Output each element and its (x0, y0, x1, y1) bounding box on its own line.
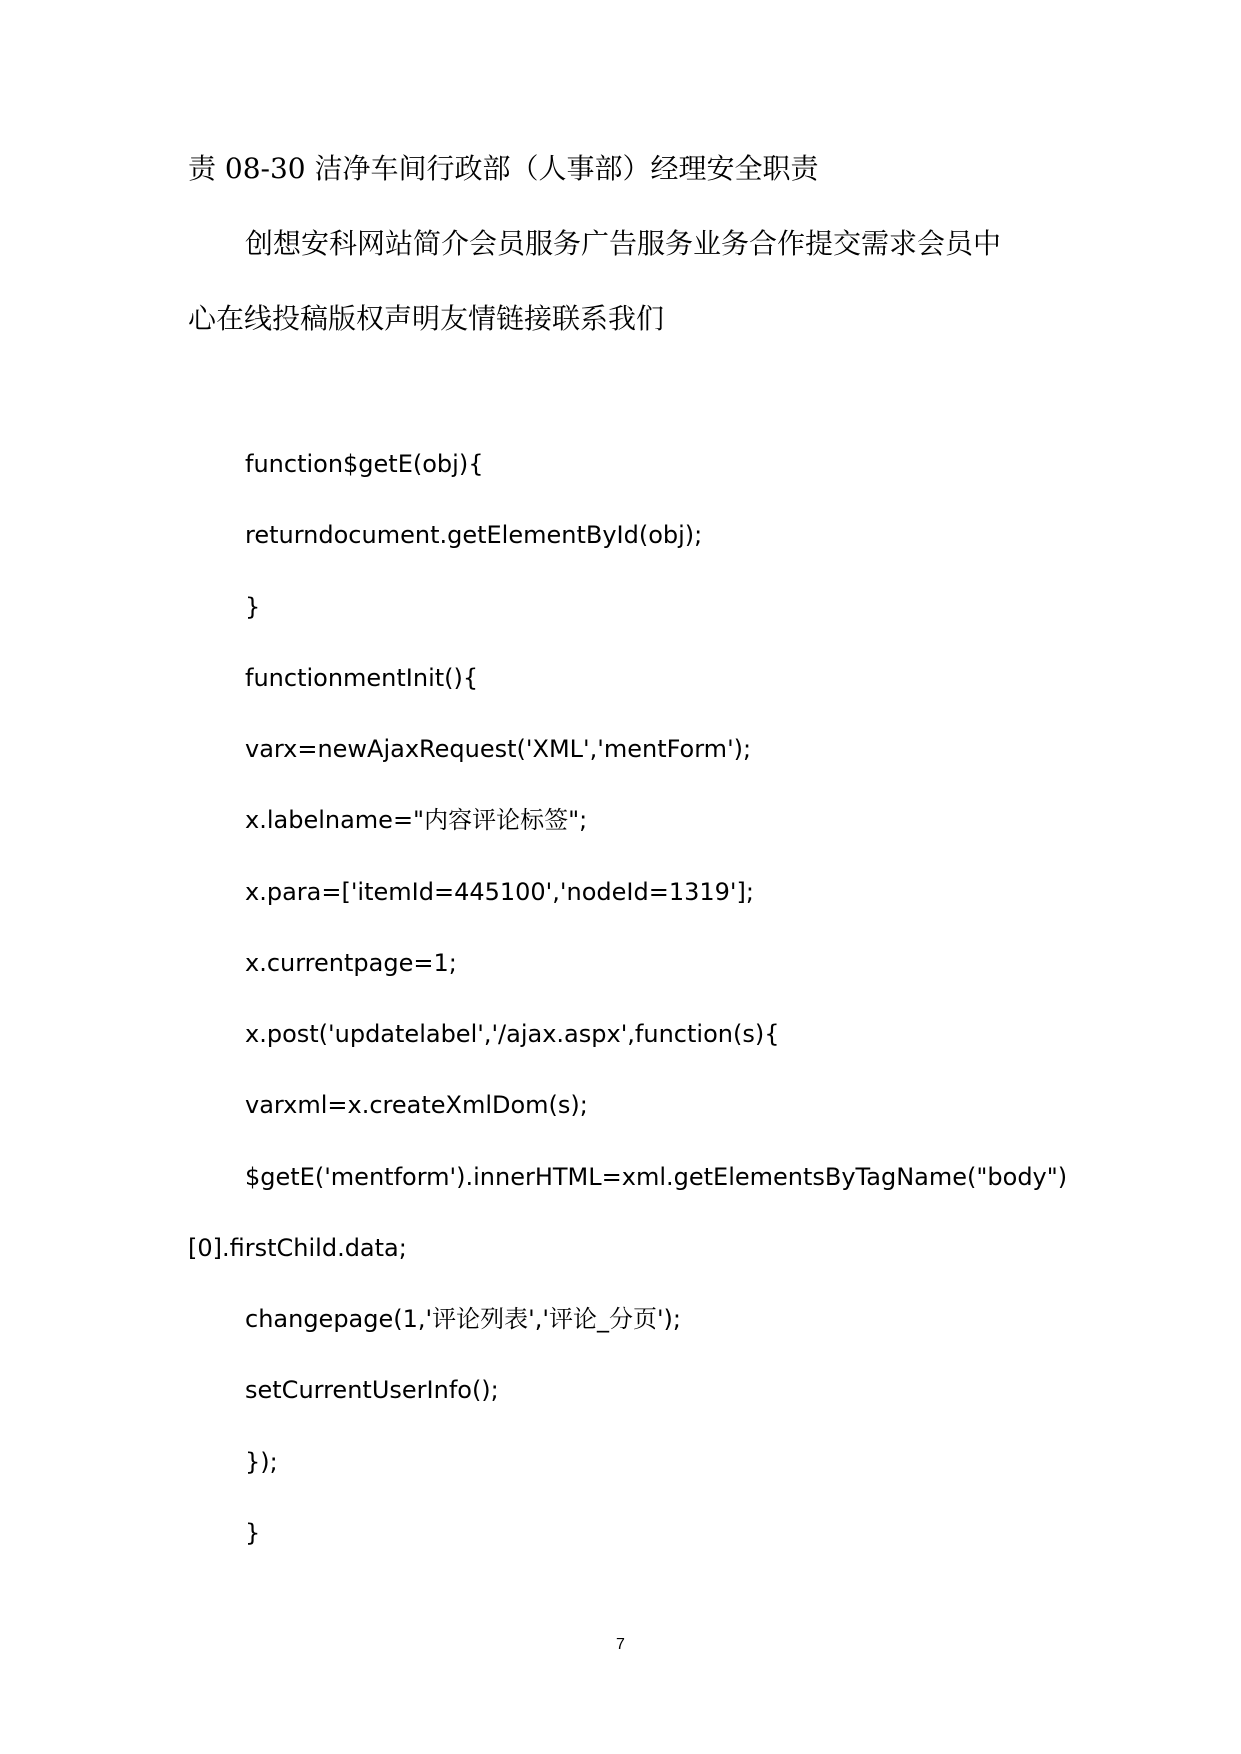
code-line: x.para=['itemId=445100','nodeId=1319']; (245, 878, 754, 906)
code-line: }); (245, 1448, 278, 1476)
code-line: } (245, 1519, 261, 1547)
page-number: 7 (616, 1636, 625, 1653)
code-line: varxml=x.createXmlDom(s); (245, 1091, 588, 1119)
code-line: function$getE(obj){ (245, 450, 484, 478)
code-line: $getE('mentform').innerHTML=xml.getElementsByTagName("body") (245, 1163, 1068, 1191)
document-heading: 责 08-30 洁净车间行政部（人事部）经理安全职责 (188, 152, 819, 185)
code-line: functionmentInit(){ (245, 664, 479, 692)
code-line: changepage(1,'评论列表','评论_分页'); (245, 1305, 681, 1333)
code-line: returndocument.getElementById(obj); (245, 521, 703, 549)
code-line: [0].firstChild.data; (188, 1234, 407, 1262)
site-nav-line-2: 心在线投稿版权声明友情链接联系我们 (188, 302, 665, 335)
code-line: x.labelname="内容评论标签"; (245, 806, 588, 834)
code-line: varx=newAjaxRequest('XML','mentForm'); (245, 735, 752, 763)
code-line: } (245, 593, 261, 621)
site-nav-line-1: 创想安科网站简介会员服务广告服务业务合作提交需求会员中 (245, 227, 1002, 260)
code-line: x.post('updatelabel','/ajax.aspx',function(s){ (245, 1020, 780, 1048)
code-line: x.currentpage=1; (245, 949, 457, 977)
code-line: setCurrentUserInfo(); (245, 1376, 499, 1404)
